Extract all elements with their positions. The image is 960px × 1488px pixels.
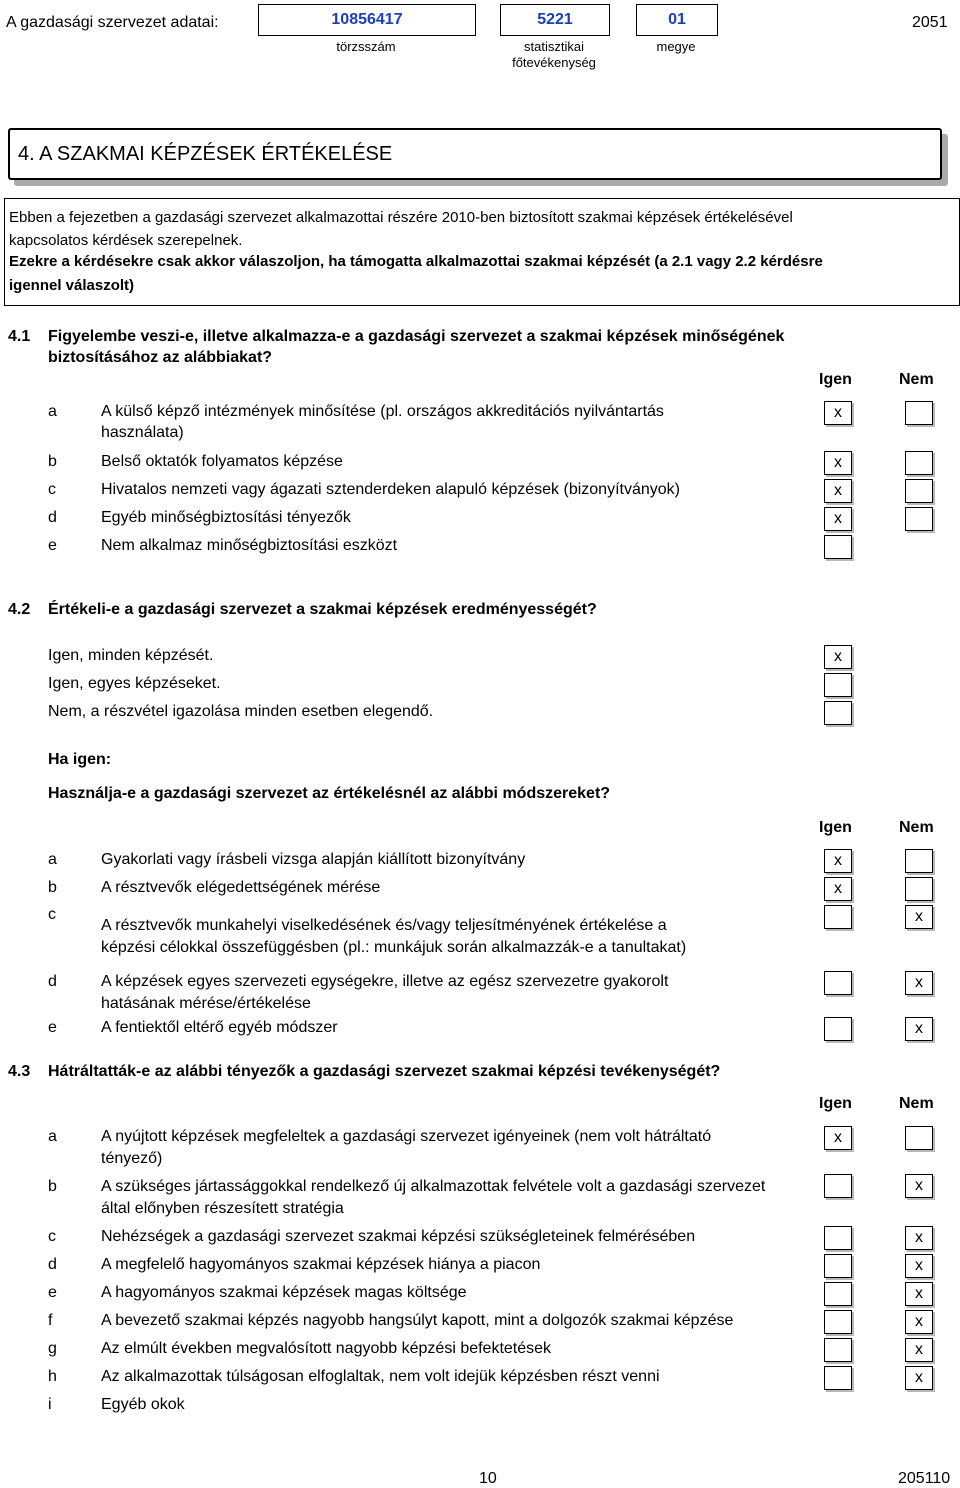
q43-nem-header: Nem [899, 1095, 934, 1112]
q42-text: Értékeli-e a gazdasági szervezet a szakmai képzések eredményességét? [48, 601, 597, 618]
item-letter: e [48, 1284, 57, 1301]
header-code: 2051 [912, 14, 948, 31]
item-text: A résztvevők munkahelyi viselkedésének és/vagy teljesítményének értékelése a [101, 917, 667, 934]
item-letter: a [48, 851, 57, 868]
item-letter: c [48, 906, 56, 923]
item-text-2: tényező) [101, 1150, 163, 1167]
nem-checkbox[interactable]: x [905, 1282, 933, 1306]
torzsszam-field[interactable]: 10856417 [258, 4, 476, 36]
item-text: A külső képző intézmények minősítése (pl. országos akkreditációs nyilvántartás [101, 403, 664, 420]
item-letter: e [48, 537, 57, 554]
q42-option-text: Nem, a részvétel igazolása minden esetben elegendő. [48, 703, 434, 720]
item-text-2: által előnyben részesített stratégia [101, 1200, 344, 1217]
item-letter: c [48, 1228, 56, 1245]
item-letter: d [48, 973, 57, 990]
igen-checkbox[interactable] [824, 905, 852, 929]
intro-line-1: Ebben a fejezetben a gazdasági szervezet alkalmazottai részére 2010-ben biztosított szakmai képzések értékelésével [9, 209, 793, 226]
stat-label-1: statisztikai [524, 39, 584, 54]
item-text: A résztvevők elégedettségének mérése [101, 879, 381, 896]
item-letter: i [48, 1396, 52, 1413]
item-text: Az alkalmazottak túlságosan elfoglaltak, nem volt idejük képzésben részt venni [101, 1368, 660, 1385]
igen-checkbox[interactable] [824, 1366, 852, 1390]
item-text: Gyakorlati vagy írásbeli vizsga alapján kiállított bizonyítvány [101, 851, 526, 868]
page-number: 10 [479, 1470, 497, 1487]
intro-line-2: kapcsolatos kérdések szerepelnek. [9, 232, 243, 249]
q42-igen-header: Igen [819, 819, 852, 836]
q41-number: 4.1 [8, 328, 31, 345]
q41-text-2: biztosításához az alábbiakat? [48, 349, 273, 366]
q41-igen-header: Igen [819, 371, 852, 388]
igen-checkbox[interactable]: x [824, 849, 852, 873]
item-letter: a [48, 403, 57, 420]
megye-field[interactable]: 01 [636, 4, 718, 36]
intro-bold-1: Ezekre a kérdésekre csak akkor válaszoljon, ha támogatta alkalmazottai szakmai képzését (a 2.1 vagy 2.2 kérdésre [9, 253, 823, 270]
section-title: 4. A SZAKMAI KÉPZÉSEK ÉRTÉKELÉSE [18, 143, 393, 165]
nem-checkbox[interactable] [905, 877, 933, 901]
nem-checkbox[interactable] [905, 479, 933, 503]
nem-checkbox[interactable]: x [905, 1174, 933, 1198]
igen-checkbox[interactable] [824, 1226, 852, 1250]
item-text: A nyújtott képzések megfeleltek a gazdasági szervezet igényeinek (nem volt hátráltató [101, 1128, 712, 1145]
item-letter: d [48, 1256, 57, 1273]
nem-checkbox[interactable] [905, 1126, 933, 1150]
q43-number: 4.3 [8, 1063, 31, 1080]
q41-nem-header: Nem [899, 371, 934, 388]
q41-text-1: Figyelembe veszi-e, illetve alkalmazza-e a gazdasági szervezet a szakmai képzések minőségének [48, 328, 785, 345]
item-text: A képzések egyes szervezeti egységekre, illetve az egész szervezetre gyakorolt [101, 973, 669, 990]
igen-checkbox[interactable] [824, 1254, 852, 1278]
nem-checkbox[interactable] [905, 849, 933, 873]
item-letter: a [48, 1128, 57, 1145]
item-text: A megfelelő hagyományos szakmai képzések hiánya a piacon [101, 1256, 541, 1273]
item-letter: b [48, 453, 57, 470]
megye-label: megye [656, 39, 696, 54]
igen-checkbox[interactable] [824, 1017, 852, 1041]
section-title-bar [8, 128, 942, 180]
item-text: A bevezető szakmai képzés nagyobb hangsúlyt kapott, mint a dolgozók szakmai képzése [101, 1312, 734, 1329]
nem-checkbox[interactable]: x [905, 1366, 933, 1390]
item-text: Nehézségek a gazdasági szervezet szakmai képzési szükségleteinek felmérésében [101, 1228, 696, 1245]
nem-checkbox[interactable]: x [905, 1226, 933, 1250]
q42-option-text: Igen, egyes képzéseket. [48, 675, 221, 692]
item-letter: g [48, 1340, 57, 1357]
item-text: Nem alkalmaz minőségbiztosítási eszközt [101, 537, 398, 554]
nem-checkbox[interactable] [905, 451, 933, 475]
q42-number: 4.2 [8, 601, 31, 618]
nem-checkbox[interactable] [905, 401, 933, 425]
intro-bold-2: igennel válaszolt) [9, 277, 135, 294]
q42-option-checkbox[interactable]: x [824, 645, 852, 669]
nem-checkbox[interactable]: x [905, 1338, 933, 1362]
item-text: Az elmúlt években megvalósított nagyobb képzési befektetések [101, 1340, 552, 1357]
q43-text: Hátráltatták-e az alábbi tényezők a gazdasági szervezet szakmai képzési tevékenységét? [48, 1063, 721, 1080]
igen-checkbox[interactable]: x [824, 451, 852, 475]
item-text-2: használata) [101, 424, 184, 441]
igen-checkbox[interactable]: x [824, 479, 852, 503]
item-text-2: képzési célokkal összefüggésben (pl.: munkájuk során alkalmazzák-e a tanultakat) [101, 939, 687, 956]
item-text: A hagyományos szakmai képzések magas költsége [101, 1284, 467, 1301]
item-text: Hivatalos nemzeti vagy ágazati sztenderdeken alapuló képzések (bizonyítványok) [101, 481, 680, 498]
item-text: A fentiektől eltérő egyéb módszer [101, 1019, 338, 1036]
ha-igen-label: Ha igen: [48, 751, 112, 768]
igen-checkbox[interactable] [824, 1174, 852, 1198]
igen-checkbox[interactable] [824, 535, 852, 559]
nem-checkbox[interactable]: x [905, 1254, 933, 1278]
intro-box [4, 198, 960, 306]
nem-checkbox[interactable] [905, 507, 933, 531]
q42-option-text: Igen, minden képzését. [48, 647, 214, 664]
torzsszam-label: törzsszám [336, 39, 396, 54]
igen-checkbox[interactable]: x [824, 877, 852, 901]
nem-checkbox[interactable]: x [905, 1017, 933, 1041]
item-letter: f [48, 1312, 53, 1329]
q42-sub-question: Használja-e a gazdasági szervezet az értékelésnél az alábbi módszereket? [48, 785, 611, 802]
nem-checkbox[interactable]: x [905, 905, 933, 929]
item-letter: e [48, 1019, 57, 1036]
nem-checkbox[interactable]: x [905, 1310, 933, 1334]
igen-checkbox[interactable]: x [824, 1126, 852, 1150]
nem-checkbox[interactable]: x [905, 971, 933, 995]
item-letter: c [48, 481, 56, 498]
igen-checkbox[interactable] [824, 971, 852, 995]
item-text-2: hatásának mérése/értékelése [101, 995, 311, 1012]
footer-code: 205110 [898, 1470, 951, 1487]
item-letter: d [48, 509, 57, 526]
q42-option-checkbox[interactable] [824, 673, 852, 697]
q42-nem-header: Nem [899, 819, 934, 836]
item-text: A szükséges jártassággokkal rendelkező új alkalmazottak felvétele volt a gazdasági szervezet [101, 1178, 766, 1195]
q42-option-checkbox[interactable] [824, 701, 852, 725]
igen-checkbox[interactable] [824, 1310, 852, 1334]
org-data-label: A gazdasági szervezet adatai: [6, 14, 219, 31]
stat-label-2: főtevékenység [512, 55, 596, 70]
item-text: Egyéb minőségbiztosítási tényezők [101, 509, 351, 526]
item-letter: h [48, 1368, 57, 1385]
igen-checkbox[interactable]: x [824, 401, 852, 425]
statisztikai-fotevekenyseg-field[interactable]: 5221 [500, 4, 610, 36]
igen-checkbox[interactable] [824, 1282, 852, 1306]
item-text: Belső oktatók folyamatos képzése [101, 453, 343, 470]
q43-igen-header: Igen [819, 1095, 852, 1112]
item-text: Egyéb okok [101, 1396, 185, 1413]
igen-checkbox[interactable]: x [824, 507, 852, 531]
item-letter: b [48, 1178, 57, 1195]
igen-checkbox[interactable] [824, 1338, 852, 1362]
item-letter: b [48, 879, 57, 896]
